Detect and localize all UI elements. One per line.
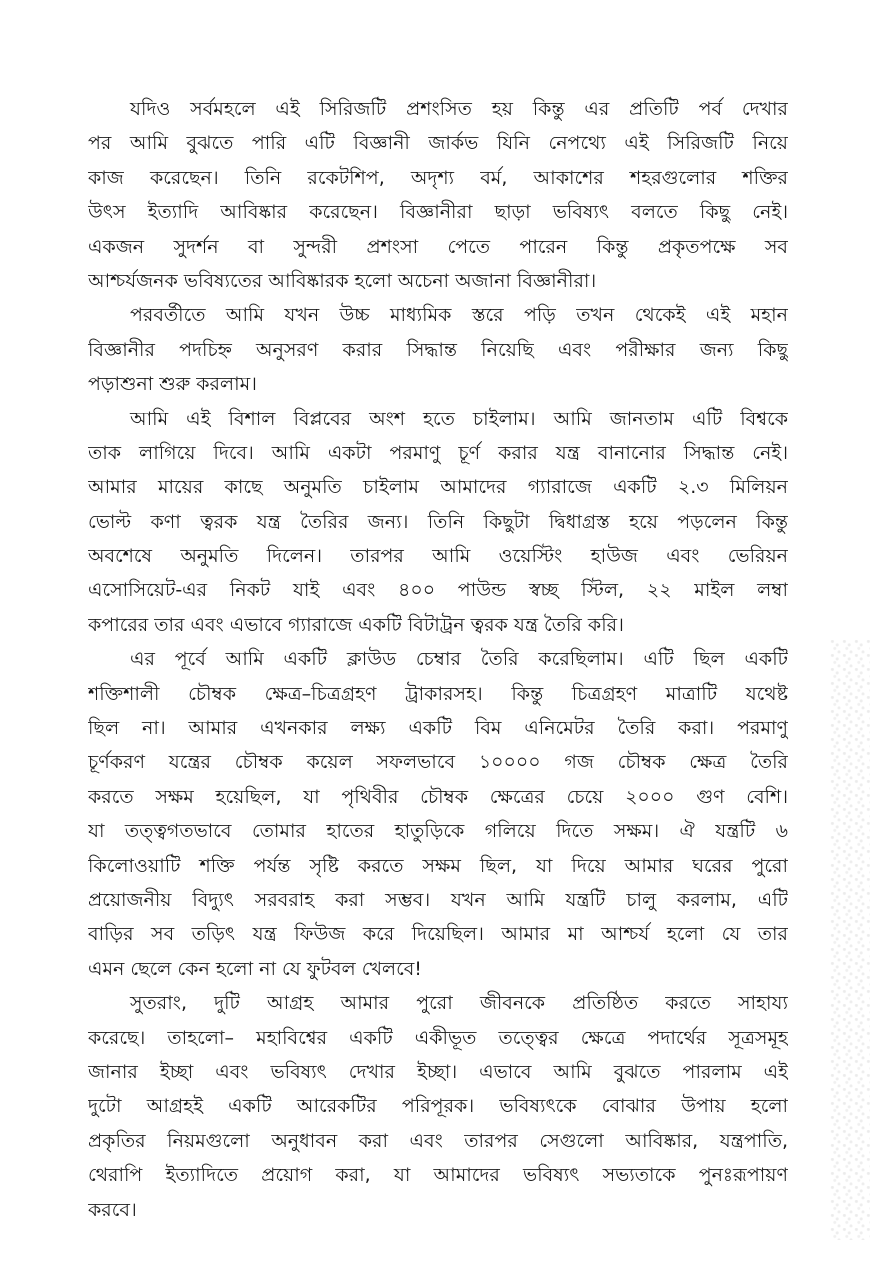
text-line: তাক লাগিয়ে দিবে। আমি একটা পরমাণু চূর্ণ করার যন্ত্র বানানোর সিদ্ধান্ত নেই। bbox=[88, 441, 788, 464]
text-line: অবশেষে অনুমতি দিলেন। তারপর আমি ওয়েস্টিং হাউজ এবং ভেরিয়ন bbox=[88, 545, 788, 568]
text-line: এসোসিয়েট-এর নিকট যাই এবং ৪০০ পাউন্ড স্বচ্ছ স্টিল, ২২ মাইল লম্বা bbox=[88, 579, 788, 602]
text-line: প্রকৃতির নিয়মগুলো অনুধাবন করা এবং তারপর সেগুলো আবিষ্কার, যন্ত্রপাতি, bbox=[88, 1129, 788, 1152]
text-line: চূর্ণকরণ যন্ত্রের চৌম্বক কয়েল সফলভাবে ১০০০০ গজ চৌম্বক ক্ষেত্র তৈরি bbox=[88, 751, 788, 774]
paragraph bbox=[88, 298, 788, 401]
text-line: থেরাপি ইত্যাদিতে প্রয়োগ করা, যা আমাদের ভবিষ্যৎ সভ্যতাকে পুনঃরূপায়ণ bbox=[88, 1164, 788, 1187]
document-page bbox=[88, 92, 788, 1227]
text-line: এর পূর্বে আমি একটি ক্লাউড চেম্বার তৈরি করেছিলাম। এটি ছিল একটি bbox=[130, 648, 788, 671]
paragraph bbox=[88, 642, 788, 986]
text-line: কাজ করেছেন। তিনি রকেটশিপ, অদৃশ্য বর্ম, আকাশের শহরগুলোর শক্তির bbox=[88, 166, 788, 189]
text-line: করেছে। তাহলো– মহাবিশ্বের একটি একীভূত তত্ত্বের ক্ষেত্রে পদার্থের সূত্রসমূহ bbox=[88, 1026, 788, 1049]
text-line: আমি এই বিশাল বিপ্লবের অংশ হতে চাইলাম। আমি জানতাম এটি বিশ্বকে bbox=[130, 407, 788, 430]
text-line: পড়াশুনা শুরু করলাম। bbox=[88, 373, 257, 396]
text-line: করতে সক্ষম হয়েছিল, যা পৃথিবীর চৌম্বক ক্ষেত্রের চেয়ে ২০০০ গুণ বেশি। bbox=[88, 785, 788, 808]
text-line: যদিও সর্বমহলে এই সিরিজটি প্রশংসিত হয় কিন্তু এর প্রতিটি পর্ব দেখার bbox=[130, 98, 788, 120]
text-line: পর আমি বুঝতে পারি এটি বিজ্ঞানী জার্কভ যিনি নেপথ্যে এই সিরিজটি নিয়ে bbox=[88, 132, 788, 155]
text-line: কপারের তার এবং এভাবে গ্যারাজে একটি বিটাট্রন ত্বরক যন্ত্র তৈরি করি। bbox=[88, 613, 624, 636]
text-line: বাড়ির সব তড়িৎ যন্ত্র ফিউজ করে দিয়েছিল। আমার মা আশ্চর্য হলো যে তার bbox=[88, 923, 788, 946]
text-line: এমন ছেলে কেন হলো না যে ফুটবল খেলবে! bbox=[88, 957, 422, 980]
text-line: বিজ্ঞানীর পদচিহ্ন অনুসরণ করার সিদ্ধান্ত নিয়েছি এবং পরীক্ষার জন্য কিছু bbox=[88, 338, 788, 361]
text-line: দুটো আগ্রহই একটি আরেকটির পরিপূরক। ভবিষ্যৎকে বোঝার উপায় হলো bbox=[88, 1095, 788, 1118]
text-line: একজন সুদর্শন বা সুন্দরী প্রশংসা পেতে পারেন কিন্তু প্রকৃতপক্ষে সব bbox=[88, 235, 788, 258]
text-line: প্রয়োজনীয় বিদ্যুৎ সরবরাহ করা সম্ভব। যখন আমি যন্ত্রটি চালু করলাম, এটি bbox=[88, 888, 788, 911]
paragraph bbox=[88, 402, 788, 643]
text-line: কিলোওয়াটি শক্তি পর্যন্ত সৃষ্টি করতে সক্ষম ছিল, যা দিয়ে আমার ঘরের পুরো bbox=[88, 854, 788, 877]
page-edge-speckle bbox=[830, 640, 870, 1240]
paragraph bbox=[88, 986, 788, 1227]
text-line: আমার মায়ের কাছে অনুমতি চাইলাম আমাদের গ্যারাজে একটি ২.৩ মিলিয়ন bbox=[88, 476, 788, 499]
text-line: শক্তিশালী চৌম্বক ক্ষেত্র–চিত্রগ্রহণ ট্রাকারসহ। কিন্তু চিত্রগ্রহণ মাত্রাটি যথেষ্ট bbox=[88, 682, 788, 705]
text-line: জানার ইচ্ছা এবং ভবিষ্যৎ দেখার ইচ্ছা। এভাবে আমি বুঝতে পারলাম এই bbox=[88, 1060, 788, 1083]
text-line: করবে। bbox=[88, 1198, 137, 1221]
text-line: ভোল্ট কণা ত্বরক যন্ত্র তৈরির জন্য। তিনি কিছুটা দ্বিধাগ্রস্ত হয়ে পড়লেন কিন্তু bbox=[88, 510, 788, 533]
text-line: আশ্চর্যজনক ভবিষ্যতের আবিষ্কারক হলো অচেনা অজানা বিজ্ঞানীরা। bbox=[88, 269, 597, 292]
text-line: পরবর্তীতে আমি যখন উচ্চ মাধ্যমিক স্তরে পড়ি তখন থেকেই এই মহান bbox=[130, 304, 788, 327]
paragraph bbox=[88, 92, 788, 298]
text-line: উৎস ইত্যাদি আবিষ্কার করেছেন। বিজ্ঞানীরা ছাড়া ভবিষ্যৎ বলতে কিছু নেই। bbox=[88, 201, 788, 224]
text-line: ছিল না। আমার এখনকার লক্ষ্য একটি বিম এনিমেটর তৈরি করা। পরমাণু bbox=[88, 717, 788, 740]
text-line: সুতরাং, দুটি আগ্রহ আমার পুরো জীবনকে প্রতিষ্ঠিত করতে সাহায্য bbox=[130, 992, 788, 1015]
text-line: যা তত্ত্বগতভাবে তোমার হাতের হাতুড়িকে গলিয়ে দিতে সক্ষম। ঐ যন্ত্রটি ৬ bbox=[88, 820, 788, 843]
